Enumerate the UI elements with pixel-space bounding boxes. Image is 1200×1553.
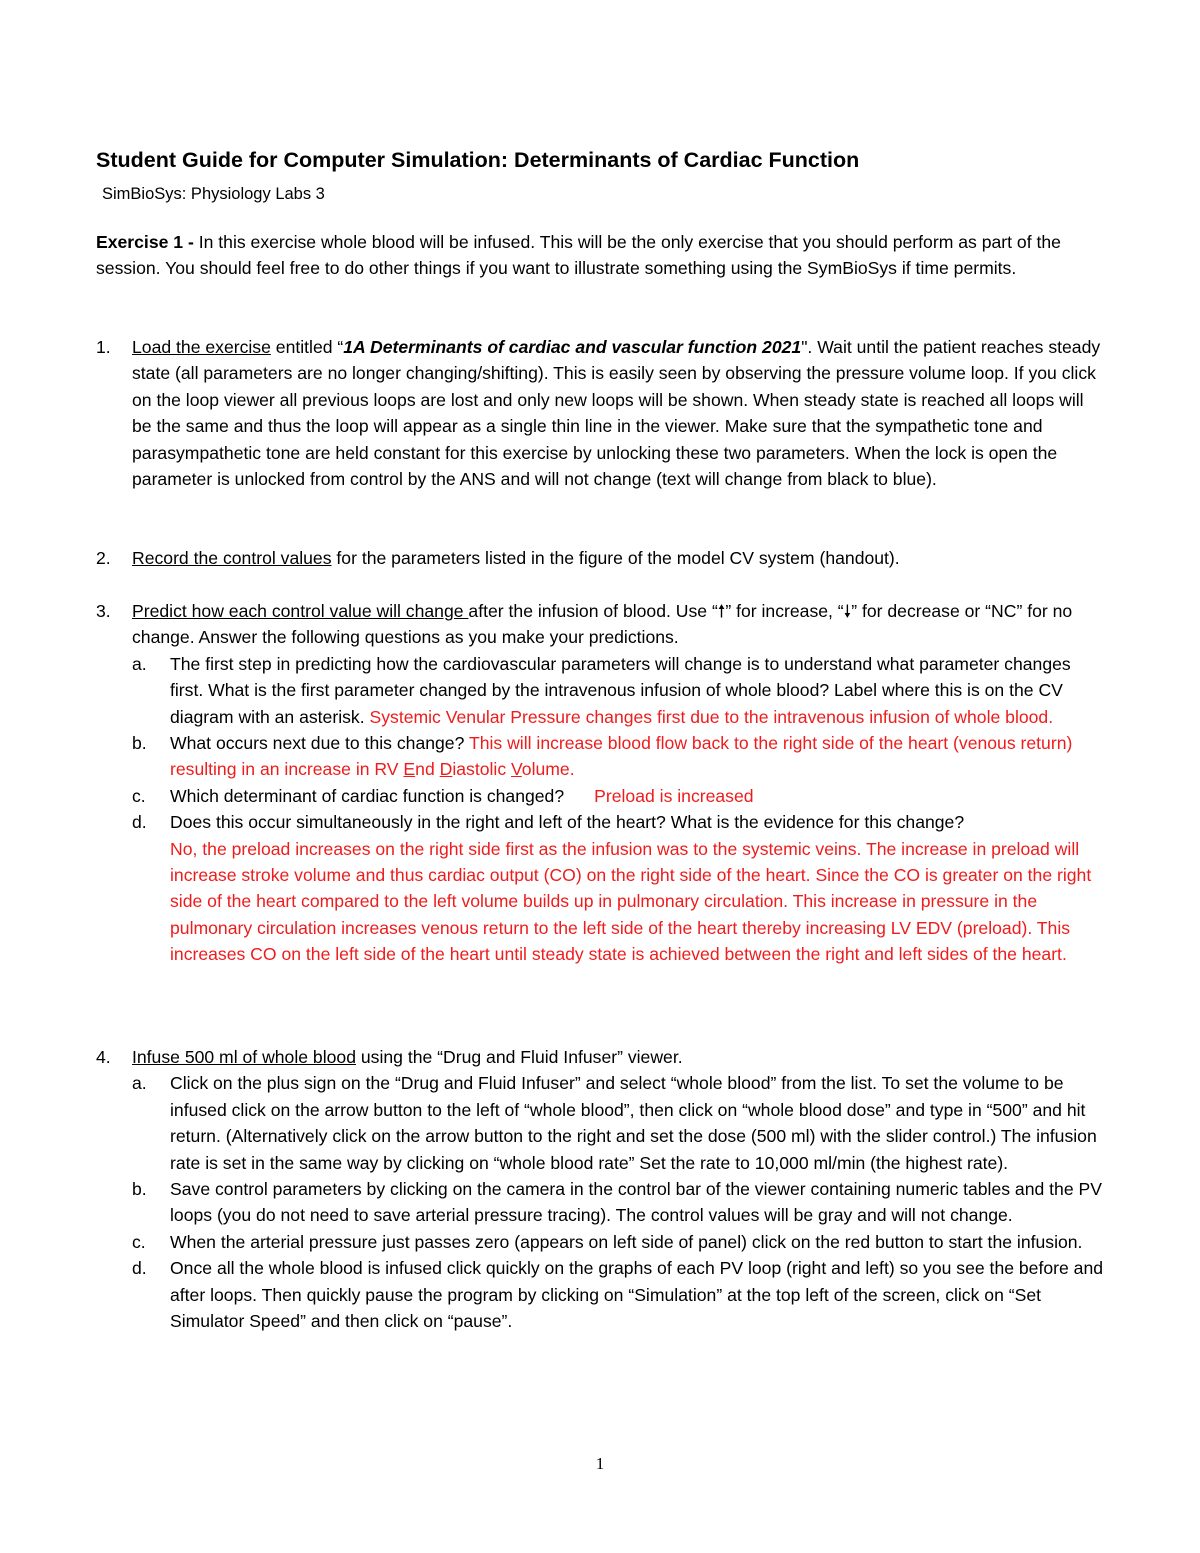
step-body <box>132 1044 1106 1070</box>
answer-part: E <box>403 759 416 780</box>
question-letter: b. <box>132 733 147 754</box>
step-1 <box>96 334 1106 492</box>
question-d <box>132 809 1106 967</box>
step-text: using the “Drug and Fluid Infuser” viewer. <box>355 1047 683 1067</box>
instruction-letter: b. <box>132 1179 147 1200</box>
step-text: entitled “ <box>270 337 344 357</box>
answer-part: nd <box>415 759 440 780</box>
instruction-b <box>132 1176 1106 1229</box>
instruction-d <box>132 1255 1106 1334</box>
document-subtitle: SimBioSys: Physiology Labs 3 <box>102 185 325 203</box>
question-text <box>170 783 1106 809</box>
answer: No, the preload increases on the right side first as the infusion was to the systemic veins. The increase in preload will increase stroke volume and thus cardiac output (CO) on the right side of the heart. Since the CO is greater on the right side of the heart compared to the left volume builds up in pulmonary circulation. This increase in pressure in the pulmonary circulation increases venous return to the left side of the heart thereby increasing LV EDV (preload). This increases CO on the left side of the heart until steady state is achieved between the right and left sides of the heart. <box>170 838 1092 965</box>
instruction-letter: a. <box>132 1073 147 1094</box>
question-a <box>132 651 1106 730</box>
answer-part: D <box>439 759 453 780</box>
step-number: 3. <box>96 601 111 621</box>
step-lead: Load the exercise <box>132 337 271 357</box>
step-lead: Record the control values <box>132 548 332 568</box>
answer: Preload is increased <box>594 785 754 806</box>
step-lead: Infuse 500 ml of whole blood <box>132 1047 356 1067</box>
step-2 <box>96 545 1106 571</box>
question: Which determinant of cardiac function is changed? <box>170 785 565 806</box>
step-number: 1. <box>96 337 111 357</box>
instruction-letter: d. <box>132 1258 147 1279</box>
question-text <box>170 809 1106 967</box>
question-letter: c. <box>132 785 146 806</box>
step-body <box>132 598 1106 651</box>
instruction-a <box>132 1070 1106 1176</box>
answer: Systemic Venular Pressure changes first due to the intravenous infusion of whole blood. <box>369 706 1054 727</box>
step-text: for the parameters listed in the figure of the model CV system (handout). <box>331 548 900 568</box>
step-4 <box>96 1044 1106 1334</box>
instruction-c <box>132 1229 1106 1255</box>
question-c <box>132 783 1106 809</box>
exercise-intro <box>96 229 1106 282</box>
question-letter: a. <box>132 653 147 674</box>
step-number: 4. <box>96 1047 111 1067</box>
answer-part: This will increase blood flow back to the right side of the heart (venous return) resulting in an increase in RV <box>170 733 1073 780</box>
question: The first step in predicting how the cardiovascular parameters will change is to understand what parameter changes first. What is the first parameter changed by the intravenous infusion of whole blood? Label where this is on the CV diagram with an asterisk. <box>170 653 1071 727</box>
question-text <box>170 651 1106 730</box>
step-body <box>132 334 1106 492</box>
instruction-text: Click on the plus sign on the “Drug and Fluid Infuser” and select “whole blood” from the list. To set the volume to be infused click on the arrow button to the left of “whole blood”, then click on “whole blood dose” and type in “500” and hit return. (Alternatively click on the arrow button to the right and set the dose (500 ml) with the slider control.) The infusion rate is set in the same way by clicking on “whole blood rate” Set the rate to 10,000 ml/min (the highest rate). <box>170 1073 1097 1173</box>
instruction-text: Once all the whole blood is infused click quickly on the graphs of each PV loop (right and left) so you see the before and after loops. Then quickly pause the program by clicking on “Simulation” at the top left of the screen, click on “Set Simulator Speed” and then click on “pause”. <box>170 1258 1104 1332</box>
question-letter: d. <box>132 812 147 833</box>
question-b <box>132 730 1106 783</box>
question: What occurs next due to this change? <box>170 733 465 754</box>
question: Does this occur simultaneously in the right and left of the heart? What is the evidence for this change? <box>170 812 965 833</box>
answer-part: V <box>511 759 522 780</box>
exercise-text: In this exercise whole blood will be infused. This will be the only exercise that you should perform as part of the session. You should feel free to do other things if you want to illustrate something using the SymBioSys if time permits. <box>96 232 1061 279</box>
step-3 <box>96 598 1106 968</box>
step-lead: Predict how each control value will change <box>132 601 469 621</box>
exercise-name: 1A Determinants of cardiac and vascular function 2021 <box>343 337 802 357</box>
step-text: ". Wait until the patient reaches steady state (all parameters are no longer changing/shifting). This is easily seen by observing the pressure volume loop. If you click on the loop viewer all previous loops are lost and only new loops will be shown. When steady state is reached all loops will be the same and thus the loop will appear as a single thin line in the viewer. Make sure that the sympathetic tone and parasympathetic tone are held constant for this exercise by unlocking these two parameters. When the lock is open the parameter is unlocked from control by the ANS and will not change (text will change from black to blue). <box>132 337 1101 490</box>
step-number: 2. <box>96 548 111 568</box>
step-text: after the infusion of blood. Use “🠕” for increase, “🠗” for decrease or “NC” for no change. Answer the following questions as you make your predictions. <box>132 601 1073 648</box>
answer-part: iastolic <box>452 759 512 780</box>
document-title: Student Guide for Computer Simulation: Determinants of Cardiac Function <box>96 148 860 172</box>
answer-part: olume. <box>521 759 575 780</box>
exercise-label: Exercise 1 - <box>96 232 194 252</box>
instruction-text: Save control parameters by clicking on the camera in the control bar of the viewer containing numeric tables and the PV loops (you do not need to save arterial pressure tracing). The control values will be gray and will not change. <box>170 1179 1102 1226</box>
instruction-text: When the arterial pressure just passes zero (appears on left side of panel) click on the red button to start the infusion. <box>170 1231 1083 1252</box>
instruction-letter: c. <box>132 1231 146 1252</box>
page-number: 1 <box>595 1454 605 1473</box>
question-text <box>170 730 1106 783</box>
step-body <box>132 545 1106 571</box>
